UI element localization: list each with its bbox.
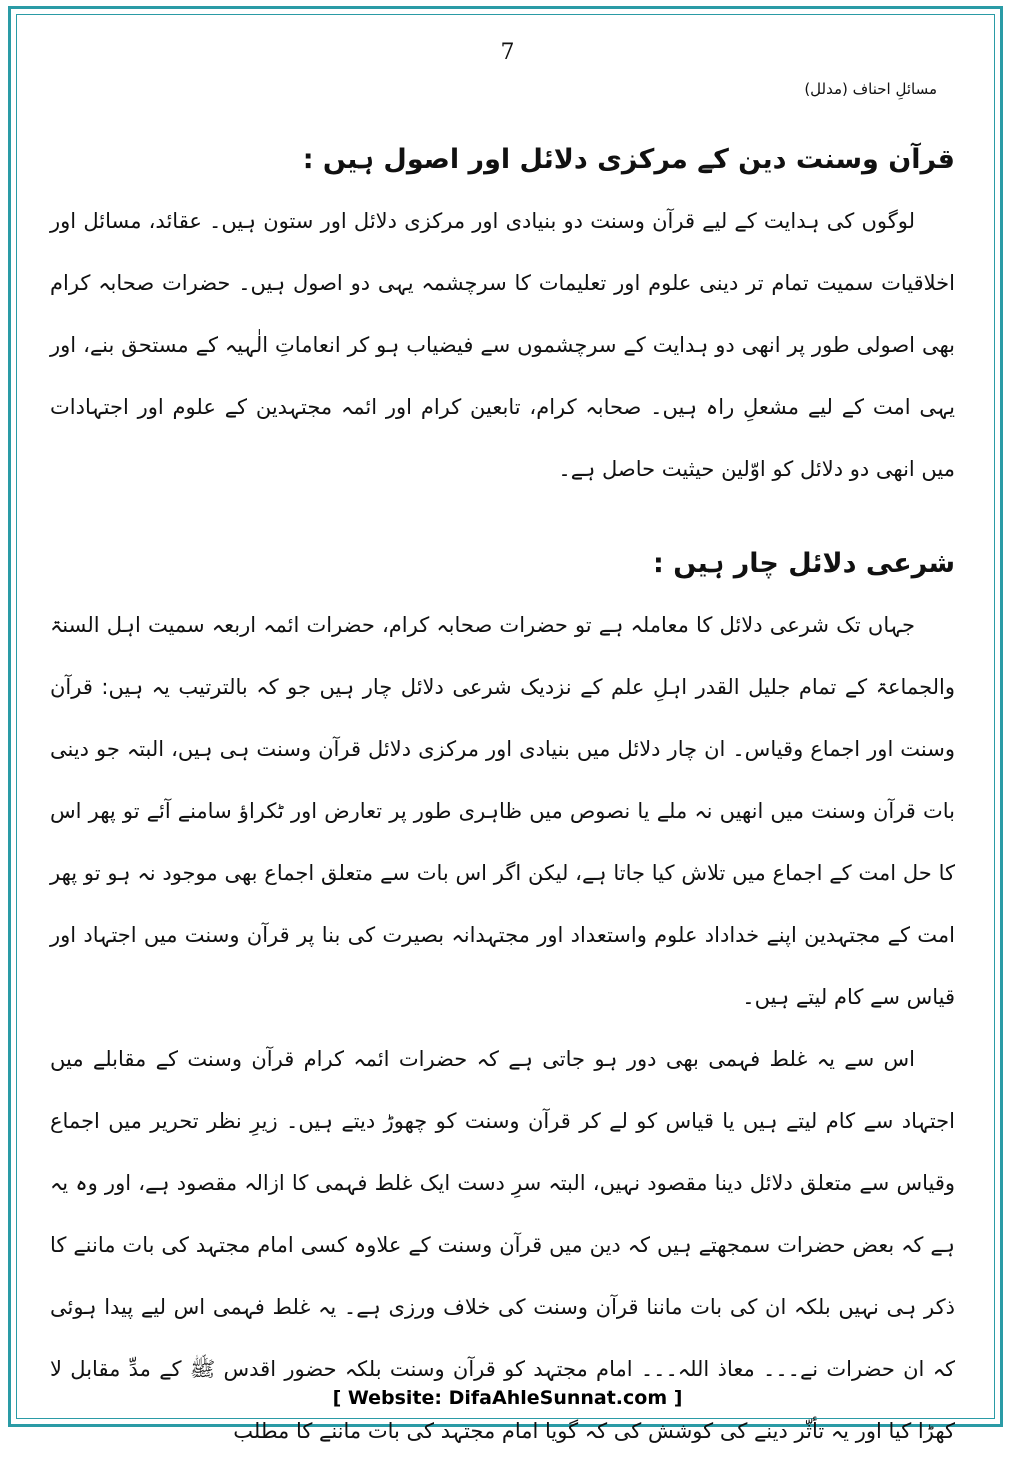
section-heading-core-evidences: قرآن وسنت دین کے مرکزی دلائل اور اصول ہیں : (302, 144, 955, 175)
paragraph: اس سے یہ غلط فہمی بھی دور ہو جاتی ہے کہ حضرات ائمہ کرام قرآن وسنت کے مقابلے میں اجتہاد سے کام لیتے ہیں یا قیاس کو لے کر قرآن وسنت کو چھوڑ دیتے ہیں۔ زیرِ نظر تحریر میں اجماع وقیاس سے متعلق دلائل دینا مقصود نہیں، البتہ سرِ دست ایک غلط فہمی کا ازالہ مقصود ہے، اور وہ یہ ہے کہ بعض حضرات سمجھتے ہیں کہ دین میں قرآن وسنت کے علاوہ کسی امام مجتہد کی بات ماننے کا ذکر ہی نہیں بلکہ ان کی بات ماننا قرآن وسنت کی خلاف ورزی ہے۔ یہ غلط فہمی اس لیے پیدا ہوئی کہ ان حضرات نے۔۔۔ معاذ اللہ۔۔۔ امام مجتہد کو قرآن وسنت بلکہ حضور اقدس ﷺ کے مدِّ مقابل لا کھڑا کیا اور یہ تأثّر دینے کی کوشش کی کہ گویا امام مجتہد کی بات ماننے کا مطلب (50, 1047, 955, 1443)
website-footer: [ Website: DifaAhleSunnat.com ] (332, 1387, 683, 1409)
page-number: 7 (500, 40, 515, 65)
section-heading-four-evidences: شرعی دلائل چار ہیں : (653, 548, 955, 579)
running-head: مسائلِ احناف (مدلل) (804, 80, 937, 98)
page-content (50, 130, 955, 1462)
paragraph: جہاں تک شرعی دلائل کا معاملہ ہے تو حضرات صحابہ کرام، حضرات ائمہ اربعہ سمیت اہل السنۃ والجماعۃ کے تمام جلیل القدر اہلِ علم کے نزدیک شرعی دلائل چار ہیں جو کہ بالترتیب یہ ہیں: قرآن وسنت اور اجماع وقیاس۔ ان چار دلائل میں بنیادی اور مرکزی دلائل قرآن وسنت ہی ہیں، البتہ جو دینی بات قرآن وسنت میں انھیں نہ ملے یا نصوص میں ظاہری طور پر تعارض اور ٹکراؤ سامنے آئے تو پھر اس کا حل امت کے اجماع میں تلاش کیا جاتا ہے، لیکن اگر اس بات سے متعلق اجماع بھی موجود نہ ہو تو پھر امت کے مجتہدین اپنے خداداد علوم واستعداد اور مجتہدانہ بصیرت کی بنا پر قرآن وسنت میں اجتہاد اور قیاس سے کام لیتے ہیں۔ (50, 613, 955, 1009)
paragraph: لوگوں کی ہدایت کے لیے قرآن وسنت دو بنیادی اور مرکزی دلائل اور ستون ہیں۔ عقائد، مسائل اور اخلاقیات سمیت تمام تر دینی علوم اور تعلیمات کا سرچشمہ یہی دو اصول ہیں۔ حضرات صحابہ کرام بھی اصولی طور پر انھی دو ہدایت کے سرچشموں سے فیضیاب ہو کر انعاماتِ الٰہیہ کے مستحق بنے، اور یہی امت کے لیے مشعلِ راہ ہیں۔ صحابہ کرام، تابعین کرام اور ائمہ مجتہدین کے علوم اور اجتہادات میں انھی دو دلائل کو اوّلین حیثیت حاصل ہے۔ (50, 209, 955, 481)
